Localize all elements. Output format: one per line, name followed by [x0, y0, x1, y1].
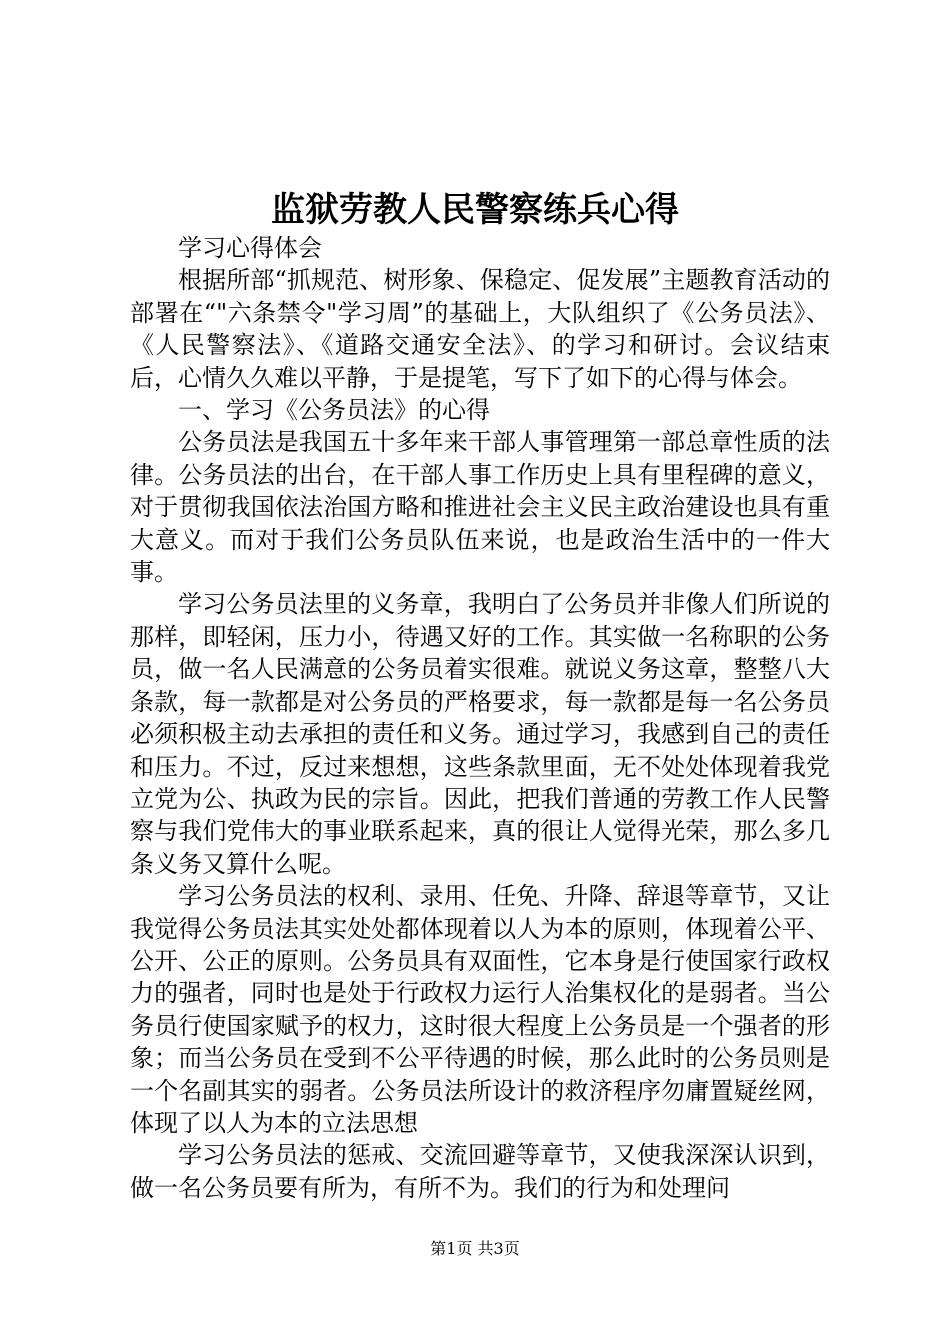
page-number-footer: 第1页 共3页	[430, 1239, 520, 1258]
paragraph: 学习公务员法的权利、录用、任免、升降、辞退等章节，又让我觉得公务员法其实处处都体现着以人为本的原则，体现着公平、公开、公正的原则。公务员具有双面性，它本身是行使国家行政权力的强者，同时也是处于行政权力运行人治集权化的是弱者。当公务员行使国家赋予的权力，这时很大程度上公务员是一个强者的形象；而当公务员在受到不公平待遇的时候，那么此时的公务员则是一个名副其实的弱者。公务员法所设计的救济程序勿庸置疑丝网，体现了以人为本的立法思想	[130, 882, 830, 1137]
paragraph: 公务员法是我国五十多年来干部人事管理第一部总章性质的法律。公务员法的出台，在干部人事工作历史上具有里程碑的意义，对于贯彻我国依法治国方略和推进社会主义民主政治建设也具有重大意义。而对于我们公务员队伍来说，也是政治生活中的一件大事。	[130, 428, 830, 587]
paragraph-intro: 根据所部“抓规范、树形象、保稳定、促发展”主题教育活动的部署在“"六条禁令"学习周”的基础上，大队组织了《公务员法》、《人民警察法》、《道路交通安全法》、的学习和研讨。会议结束后，心情久久难以平静，于是提笔，写下了如下的心得与体会。	[130, 266, 830, 392]
paragraph: 学习公务员法的惩戒、交流回避等章节，又使我深深认识到，做一名公务员要有所为，有所不为。我们的行为和处理问	[130, 1141, 830, 1202]
paragraph: 学习公务员法里的义务章，我明白了公务员并非像人们所说的那样，即轻闲，压力小，待遇又好的工作。其实做一名称职的公务员，做一名人民满意的公务员着实很难。就说义务这章，整整八大条款，每一款都是对公务员的严格要求，每一款都是每一名公务员必须积极主动去承担的责任和义务。通过学习，我感到自己的责任和压力。不过，反过来想想，这些条款里面，无不处处体现着我党立党为公、执政为民的宗旨。因此，把我们普通的劳教工作人民警察与我们党伟大的事业联系起来，真的很让人觉得光荣，那么多几条义务又算什么呢。	[130, 590, 830, 878]
document-body	[130, 232, 830, 1204]
document-title: 监狱劳教人民警察练兵心得	[271, 190, 679, 230]
section-heading: 一、学习《公务员法》的心得	[178, 396, 490, 425]
paragraph-subtitle: 学习心得体会	[178, 234, 322, 262]
